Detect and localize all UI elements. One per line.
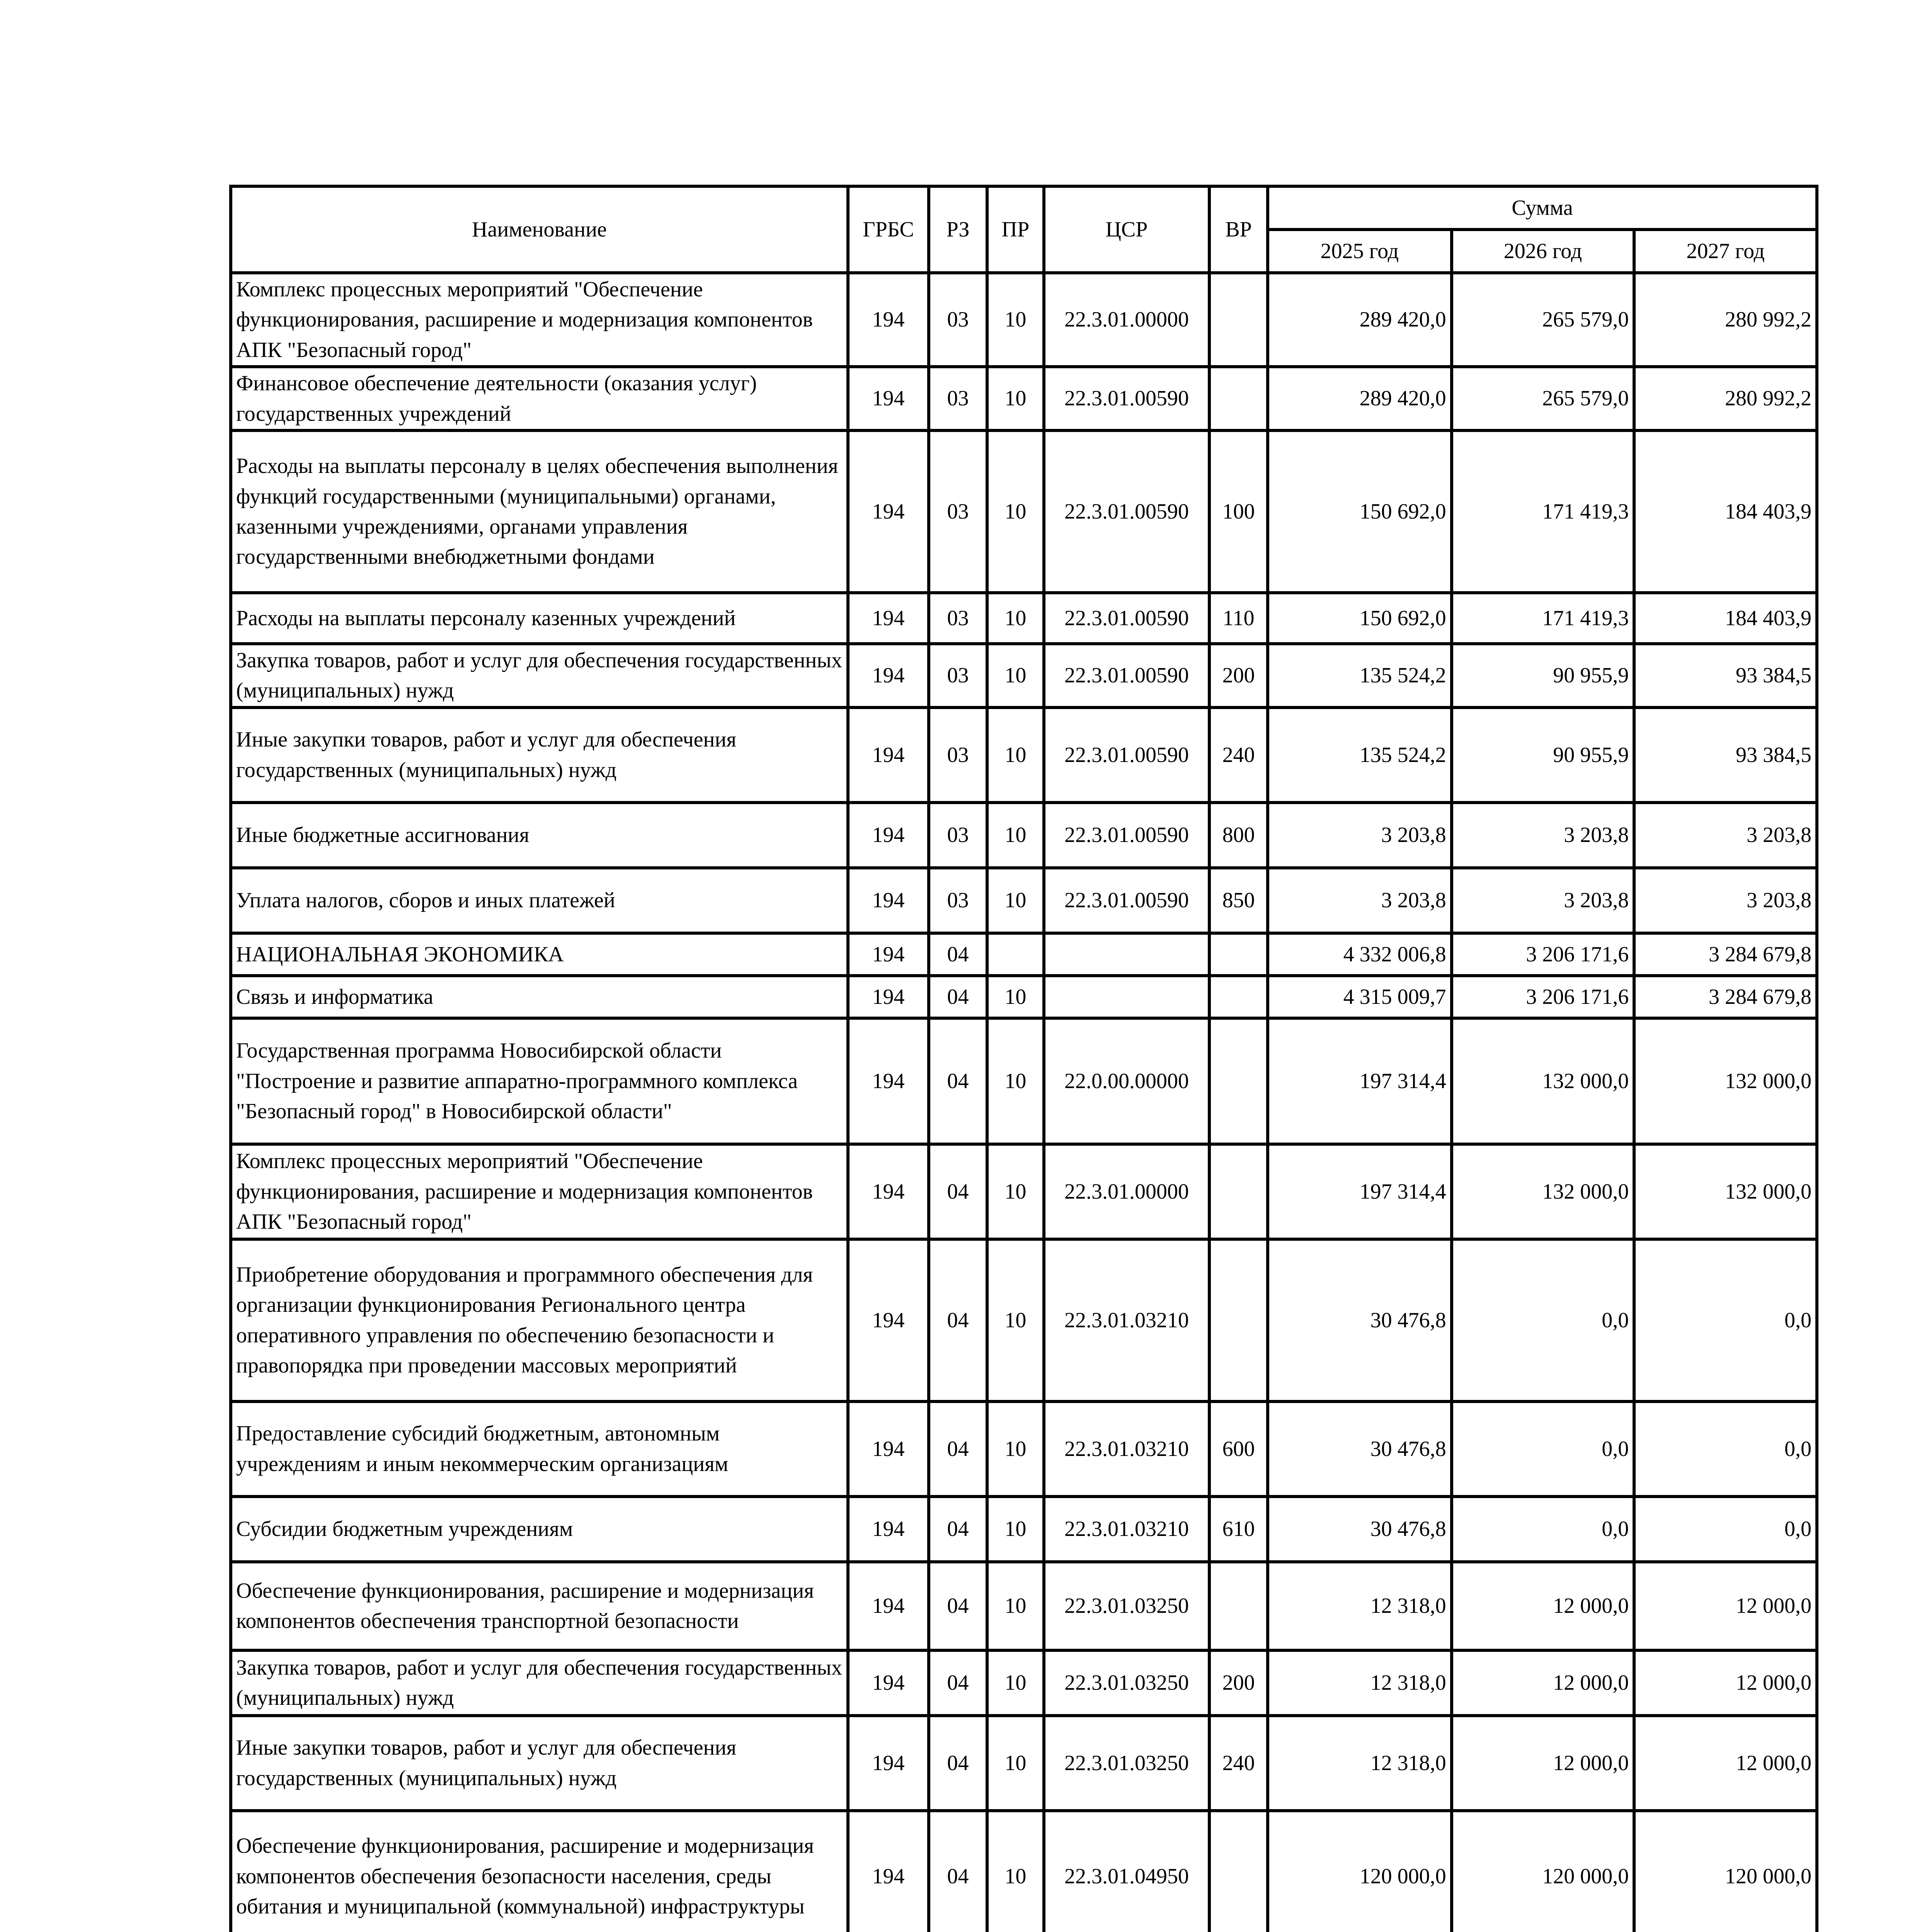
row-vr: 240 bbox=[1209, 1716, 1268, 1811]
table-row bbox=[231, 933, 1817, 976]
row-rz: 04 bbox=[929, 1562, 987, 1650]
row-sum-2027: 184 403,9 bbox=[1634, 593, 1817, 644]
header-pr: ПР bbox=[987, 186, 1044, 273]
row-sum-2027: 132 000,0 bbox=[1634, 1018, 1817, 1144]
row-name: Комплекс процессных мероприятий "Обеспечение функционирования, расширение и модернизация компонентов АПК "Безопасный город" bbox=[231, 1144, 848, 1239]
table-row bbox=[231, 1018, 1817, 1144]
row-csr: 22.3.01.00590 bbox=[1044, 707, 1209, 803]
row-sum-2026: 3 206 171,6 bbox=[1452, 976, 1634, 1018]
row-pr: 10 bbox=[987, 430, 1044, 593]
row-name: Расходы на выплаты персоналу в целях обеспечения выполнения функций государственными (муниципальными) органами, казенными учреждениями, органами управления государственными внебюджетными фондами bbox=[231, 430, 848, 593]
row-sum-2027: 184 403,9 bbox=[1634, 430, 1817, 593]
row-sum-2025: 150 692,0 bbox=[1268, 430, 1452, 593]
row-vr bbox=[1209, 933, 1268, 976]
row-grbs: 194 bbox=[848, 1562, 929, 1650]
row-sum-2025: 12 318,0 bbox=[1268, 1716, 1452, 1811]
row-grbs: 194 bbox=[848, 1239, 929, 1401]
row-grbs: 194 bbox=[848, 976, 929, 1018]
row-rz: 04 bbox=[929, 1401, 987, 1497]
header-grbs: ГРБС bbox=[848, 186, 929, 273]
row-rz: 04 bbox=[929, 1650, 987, 1716]
header-csr: ЦСР bbox=[1044, 186, 1209, 273]
table-row bbox=[231, 1239, 1817, 1401]
row-grbs: 194 bbox=[848, 273, 929, 367]
row-sum-2027: 12 000,0 bbox=[1634, 1716, 1817, 1811]
row-sum-2027: 0,0 bbox=[1634, 1239, 1817, 1401]
row-name: Расходы на выплаты персоналу казенных учреждений bbox=[231, 593, 848, 644]
row-sum-2026: 171 419,3 bbox=[1452, 593, 1634, 644]
row-vr bbox=[1209, 273, 1268, 367]
row-name: Иные бюджетные ассигнования bbox=[231, 803, 848, 868]
row-grbs: 194 bbox=[848, 868, 929, 933]
row-grbs: 194 bbox=[848, 430, 929, 593]
row-rz: 03 bbox=[929, 593, 987, 644]
row-pr bbox=[987, 933, 1044, 976]
header-year-2026: 2026 год bbox=[1452, 230, 1634, 273]
row-sum-2027: 93 384,5 bbox=[1634, 707, 1817, 803]
row-sum-2026: 12 000,0 bbox=[1452, 1650, 1634, 1716]
table-row bbox=[231, 707, 1817, 803]
row-rz: 04 bbox=[929, 1716, 987, 1811]
table-row bbox=[231, 367, 1817, 430]
row-csr: 22.3.01.03210 bbox=[1044, 1497, 1209, 1562]
table-row bbox=[231, 1144, 1817, 1239]
row-name: Финансовое обеспечение деятельности (оказания услуг) государственных учреждений bbox=[231, 367, 848, 430]
row-sum-2027: 280 992,2 bbox=[1634, 367, 1817, 430]
row-rz: 04 bbox=[929, 1239, 987, 1401]
row-sum-2025: 289 420,0 bbox=[1268, 273, 1452, 367]
row-sum-2025: 12 318,0 bbox=[1268, 1650, 1452, 1716]
row-sum-2027: 280 992,2 bbox=[1634, 273, 1817, 367]
row-sum-2025: 30 476,8 bbox=[1268, 1497, 1452, 1562]
table-row bbox=[231, 803, 1817, 868]
row-sum-2025: 150 692,0 bbox=[1268, 593, 1452, 644]
row-vr: 100 bbox=[1209, 430, 1268, 593]
row-csr: 22.3.01.04950 bbox=[1044, 1811, 1209, 1932]
row-rz: 03 bbox=[929, 273, 987, 367]
row-csr: 22.3.01.03250 bbox=[1044, 1562, 1209, 1650]
table-row bbox=[231, 1716, 1817, 1811]
row-sum-2026: 90 955,9 bbox=[1452, 644, 1634, 707]
row-vr bbox=[1209, 1018, 1268, 1144]
row-sum-2026: 0,0 bbox=[1452, 1497, 1634, 1562]
row-csr bbox=[1044, 933, 1209, 976]
row-csr: 22.3.01.00590 bbox=[1044, 593, 1209, 644]
row-sum-2025: 4 315 009,7 bbox=[1268, 976, 1452, 1018]
row-grbs: 194 bbox=[848, 803, 929, 868]
table-row bbox=[231, 1401, 1817, 1497]
row-rz: 04 bbox=[929, 976, 987, 1018]
row-rz: 04 bbox=[929, 1497, 987, 1562]
row-vr bbox=[1209, 976, 1268, 1018]
row-vr: 800 bbox=[1209, 803, 1268, 868]
row-pr: 10 bbox=[987, 1401, 1044, 1497]
row-sum-2027: 120 000,0 bbox=[1634, 1811, 1817, 1932]
row-grbs: 194 bbox=[848, 933, 929, 976]
row-name: Обеспечение функционирования, расширение и модернизация компонентов обеспечения безопасности населения, среды обитания и муниципальной (коммунальной) инфраструктуры bbox=[231, 1811, 848, 1932]
row-rz: 03 bbox=[929, 868, 987, 933]
row-csr: 22.3.01.00590 bbox=[1044, 803, 1209, 868]
header-vr: ВР bbox=[1209, 186, 1268, 273]
row-csr: 22.3.01.00590 bbox=[1044, 868, 1209, 933]
row-pr: 10 bbox=[987, 644, 1044, 707]
row-sum-2025: 120 000,0 bbox=[1268, 1811, 1452, 1932]
row-name: Закупка товаров, работ и услуг для обеспечения государственных (муниципальных) нужд bbox=[231, 1650, 848, 1716]
row-name: Предоставление субсидий бюджетным, автономным учреждениям и иным некоммерческим организациям bbox=[231, 1401, 848, 1497]
header-year-2025: 2025 год bbox=[1268, 230, 1452, 273]
row-rz: 04 bbox=[929, 1811, 987, 1932]
table-row bbox=[231, 430, 1817, 593]
row-pr: 10 bbox=[987, 593, 1044, 644]
row-sum-2026: 265 579,0 bbox=[1452, 273, 1634, 367]
row-grbs: 194 bbox=[848, 367, 929, 430]
header-rz: РЗ bbox=[929, 186, 987, 273]
row-vr bbox=[1209, 1562, 1268, 1650]
table-row bbox=[231, 1497, 1817, 1562]
row-csr: 22.3.01.03210 bbox=[1044, 1239, 1209, 1401]
row-sum-2026: 90 955,9 bbox=[1452, 707, 1634, 803]
row-sum-2026: 0,0 bbox=[1452, 1239, 1634, 1401]
row-sum-2025: 12 318,0 bbox=[1268, 1562, 1452, 1650]
row-vr bbox=[1209, 1144, 1268, 1239]
row-vr bbox=[1209, 1811, 1268, 1932]
row-pr: 10 bbox=[987, 367, 1044, 430]
row-sum-2025: 197 314,4 bbox=[1268, 1018, 1452, 1144]
row-name: Закупка товаров, работ и услуг для обеспечения государственных (муниципальных) нужд bbox=[231, 644, 848, 707]
row-vr bbox=[1209, 367, 1268, 430]
row-vr: 600 bbox=[1209, 1401, 1268, 1497]
row-csr: 22.3.01.00000 bbox=[1044, 1144, 1209, 1239]
row-pr: 10 bbox=[987, 1650, 1044, 1716]
row-grbs: 194 bbox=[848, 593, 929, 644]
row-rz: 04 bbox=[929, 1144, 987, 1239]
table-row bbox=[231, 1650, 1817, 1716]
row-sum-2025: 30 476,8 bbox=[1268, 1401, 1452, 1497]
row-sum-2027: 12 000,0 bbox=[1634, 1650, 1817, 1716]
row-sum-2025: 4 332 006,8 bbox=[1268, 933, 1452, 976]
row-vr: 110 bbox=[1209, 593, 1268, 644]
row-rz: 03 bbox=[929, 430, 987, 593]
row-grbs: 194 bbox=[848, 1811, 929, 1932]
row-sum-2027: 93 384,5 bbox=[1634, 644, 1817, 707]
row-csr bbox=[1044, 976, 1209, 1018]
row-grbs: 194 bbox=[848, 1716, 929, 1811]
row-grbs: 194 bbox=[848, 1401, 929, 1497]
row-sum-2026: 12 000,0 bbox=[1452, 1562, 1634, 1650]
table-row bbox=[231, 1562, 1817, 1650]
table-row bbox=[231, 976, 1817, 1018]
row-csr: 22.3.01.03210 bbox=[1044, 1401, 1209, 1497]
row-csr: 22.3.01.03250 bbox=[1044, 1716, 1209, 1811]
table-row bbox=[231, 593, 1817, 644]
row-vr: 200 bbox=[1209, 644, 1268, 707]
row-sum-2025: 3 203,8 bbox=[1268, 803, 1452, 868]
row-sum-2026: 132 000,0 bbox=[1452, 1018, 1634, 1144]
row-name: НАЦИОНАЛЬНАЯ ЭКОНОМИКА bbox=[231, 933, 848, 976]
row-csr: 22.3.01.00000 bbox=[1044, 273, 1209, 367]
row-name: Приобретение оборудования и программного обеспечения для организации функционирования Регионального центра оперативного управления по обеспечению безопасности и правопорядка при проведении массовых мероприятий bbox=[231, 1239, 848, 1401]
row-sum-2027: 12 000,0 bbox=[1634, 1562, 1817, 1650]
row-pr: 10 bbox=[987, 1018, 1044, 1144]
row-csr: 22.3.01.00590 bbox=[1044, 644, 1209, 707]
row-sum-2026: 3 203,8 bbox=[1452, 803, 1634, 868]
header-sum: Сумма bbox=[1268, 186, 1817, 230]
table-header bbox=[231, 186, 1817, 273]
row-name: Иные закупки товаров, работ и услуг для обеспечения государственных (муниципальных) нужд bbox=[231, 1716, 848, 1811]
row-sum-2026: 171 419,3 bbox=[1452, 430, 1634, 593]
row-sum-2027: 3 284 679,8 bbox=[1634, 933, 1817, 976]
row-sum-2026: 132 000,0 bbox=[1452, 1144, 1634, 1239]
row-name: Комплекс процессных мероприятий "Обеспечение функционирования, расширение и модернизация компонентов АПК "Безопасный город" bbox=[231, 273, 848, 367]
row-sum-2027: 132 000,0 bbox=[1634, 1144, 1817, 1239]
row-pr: 10 bbox=[987, 1811, 1044, 1932]
row-sum-2027: 3 284 679,8 bbox=[1634, 976, 1817, 1018]
row-pr: 10 bbox=[987, 1562, 1044, 1650]
row-sum-2026: 120 000,0 bbox=[1452, 1811, 1634, 1932]
row-rz: 03 bbox=[929, 644, 987, 707]
row-pr: 10 bbox=[987, 1239, 1044, 1401]
row-vr bbox=[1209, 1239, 1268, 1401]
row-sum-2025: 135 524,2 bbox=[1268, 644, 1452, 707]
row-vr: 850 bbox=[1209, 868, 1268, 933]
row-name: Связь и информатика bbox=[231, 976, 848, 1018]
row-sum-2027: 3 203,8 bbox=[1634, 868, 1817, 933]
row-name: Уплата налогов, сборов и иных платежей bbox=[231, 868, 848, 933]
row-sum-2026: 3 203,8 bbox=[1452, 868, 1634, 933]
row-csr: 22.3.01.03250 bbox=[1044, 1650, 1209, 1716]
table-body bbox=[231, 273, 1817, 1932]
row-rz: 04 bbox=[929, 933, 987, 976]
row-name: Иные закупки товаров, работ и услуг для обеспечения государственных (муниципальных) нужд bbox=[231, 707, 848, 803]
row-sum-2025: 197 314,4 bbox=[1268, 1144, 1452, 1239]
row-pr: 10 bbox=[987, 868, 1044, 933]
row-pr: 10 bbox=[987, 1144, 1044, 1239]
row-csr: 22.0.00.00000 bbox=[1044, 1018, 1209, 1144]
row-name: Обеспечение функционирования, расширение и модернизация компонентов обеспечения транспортной безопасности bbox=[231, 1562, 848, 1650]
row-sum-2025: 3 203,8 bbox=[1268, 868, 1452, 933]
row-pr: 10 bbox=[987, 803, 1044, 868]
row-sum-2027: 0,0 bbox=[1634, 1497, 1817, 1562]
row-grbs: 194 bbox=[848, 1497, 929, 1562]
row-sum-2027: 3 203,8 bbox=[1634, 803, 1817, 868]
row-rz: 03 bbox=[929, 707, 987, 803]
row-pr: 10 bbox=[987, 707, 1044, 803]
row-sum-2025: 135 524,2 bbox=[1268, 707, 1452, 803]
row-pr: 10 bbox=[987, 976, 1044, 1018]
table-row bbox=[231, 1811, 1817, 1932]
row-grbs: 194 bbox=[848, 707, 929, 803]
row-sum-2025: 30 476,8 bbox=[1268, 1239, 1452, 1401]
row-sum-2026: 265 579,0 bbox=[1452, 367, 1634, 430]
row-name: Государственная программа Новосибирской области "Построение и развитие аппаратно-программного комплекса "Безопасный город" в Новосибирской области" bbox=[231, 1018, 848, 1144]
row-pr: 10 bbox=[987, 273, 1044, 367]
row-grbs: 194 bbox=[848, 644, 929, 707]
row-csr: 22.3.01.00590 bbox=[1044, 430, 1209, 593]
row-grbs: 194 bbox=[848, 1650, 929, 1716]
row-sum-2025: 289 420,0 bbox=[1268, 367, 1452, 430]
row-rz: 03 bbox=[929, 367, 987, 430]
row-vr: 200 bbox=[1209, 1650, 1268, 1716]
row-grbs: 194 bbox=[848, 1018, 929, 1144]
row-rz: 04 bbox=[929, 1018, 987, 1144]
row-pr: 10 bbox=[987, 1497, 1044, 1562]
row-rz: 03 bbox=[929, 803, 987, 868]
header-year-2027: 2027 год bbox=[1634, 230, 1817, 273]
row-sum-2027: 0,0 bbox=[1634, 1401, 1817, 1497]
row-sum-2026: 3 206 171,6 bbox=[1452, 933, 1634, 976]
row-name: Субсидии бюджетным учреждениям bbox=[231, 1497, 848, 1562]
row-vr: 610 bbox=[1209, 1497, 1268, 1562]
row-grbs: 194 bbox=[848, 1144, 929, 1239]
row-sum-2026: 0,0 bbox=[1452, 1401, 1634, 1497]
row-pr: 10 bbox=[987, 1716, 1044, 1811]
budget-table bbox=[229, 185, 1818, 1932]
table-row bbox=[231, 868, 1817, 933]
row-vr: 240 bbox=[1209, 707, 1268, 803]
header-name: Наименование bbox=[231, 186, 848, 273]
table-row bbox=[231, 273, 1817, 367]
row-sum-2026: 12 000,0 bbox=[1452, 1716, 1634, 1811]
table-row bbox=[231, 644, 1817, 707]
row-csr: 22.3.01.00590 bbox=[1044, 367, 1209, 430]
